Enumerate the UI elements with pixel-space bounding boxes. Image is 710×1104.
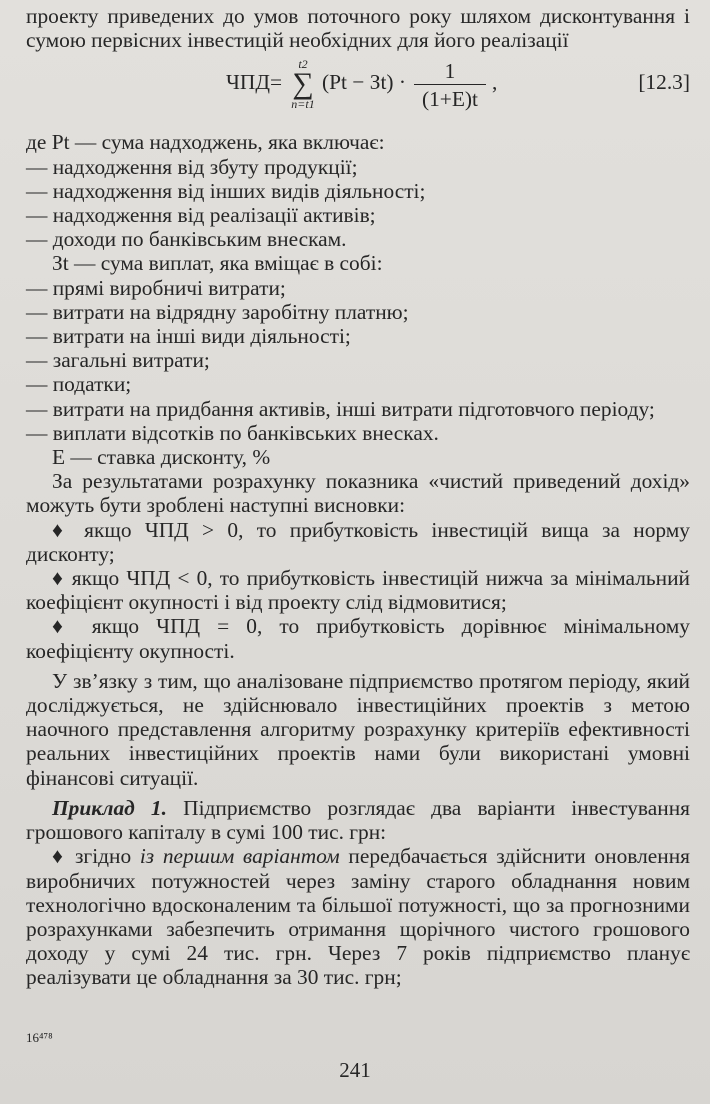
conclusion-item: ♦ якщо ЧПД = 0, то прибутковість дорівнює мінімальному коефіцієнту окупності. [26, 614, 690, 663]
page-text [26, 4, 690, 990]
list-item: — надходження від реалізації активів; [26, 203, 376, 228]
equation-number: [12.3] [638, 70, 690, 95]
example-paragraph [26, 796, 690, 844]
printer-signature: 16⁴⁷⁸ [26, 1030, 53, 1045]
paragraph-conclusions: За результатами розрахунку показника «чистий приведений дохід» можуть бути зроблені наступні висновки: [26, 469, 690, 518]
formula-comma: , [492, 70, 498, 95]
paragraph-context: У зв’язку з тим, що аналізоване підприємство протягом періоду, який досліджується, не здійснювало інвестиційних проектів з метою наочного представлення алгоритму розрахунку критеріїв ефективності реальних інвестиційних проектів нами були використані умовні фінансові ситуації. [26, 668, 690, 790]
paragraph-intro: проекту приведених до умов поточного року шляхом дисконтування і сумою первісних інвестицій необхідних для його реалізації [26, 4, 690, 53]
fraction-numerator: 1 [414, 58, 486, 85]
list-item: — надходження від збуту продукції; [26, 154, 358, 179]
formula-lhs: ЧПД= [226, 70, 283, 95]
list-item: — прямі виробничі витрати; [26, 275, 286, 300]
conclusion-item: ♦ якщо ЧПД > 0, то прибутковість інвестицій вища за норму дисконту; [26, 517, 690, 566]
variant-emphasis: із першим варіантом [139, 844, 340, 869]
fraction-denominator: (1+E)t [421, 87, 478, 112]
list-item: — виплати відсотків по банківських внесках. [26, 420, 439, 445]
example-label: Приклад 1. [52, 795, 167, 820]
example-text: Підприємство розглядає два варіанти інвестування грошового капіталу в сумі 100 тис. грн: [26, 795, 690, 845]
variant-pre: ♦ згідно [52, 844, 140, 869]
example-variant-one [26, 844, 690, 989]
formula-fraction [414, 58, 486, 113]
list-item: — витрати на відрядну заробітну платню; [26, 299, 409, 324]
sum-upper-limit: t2 [298, 57, 308, 72]
definition-e: E — ставка дисконту, % [52, 445, 271, 470]
list-item: — доходи по банківським внескам. [26, 227, 347, 252]
sum-lower-limit: n=t1 [291, 97, 315, 112]
list-item: — податки; [26, 372, 132, 397]
variant-post: передбачається здійснити оновлення виробничих потужностей через заміну старого обладнання новим технологічно вдосконаленим та більшої потужності, що за прогнозними розрахунками забезпечить отримання щорічного чистого грошового доходу у сумі 24 тис. грн. Через 7 років підприємство планує реалізувати це обладнання за 30 тис. грн; [26, 844, 690, 990]
definition-z: Зt — сума виплат, яка вміщає в собі: [52, 251, 383, 276]
formula-npv [26, 54, 690, 124]
sum-sign: ∑ [292, 67, 314, 101]
list-item: — надходження від інших видів діяльності; [26, 178, 426, 203]
list-item: — загальні витрати; [26, 348, 210, 373]
formula-body: (Pt − Зt) · [322, 70, 406, 95]
list-item: — витрати на придбання активів, інші витрати підготовчого періоду; [26, 396, 655, 421]
list-item: — витрати на інші види діяльності; [26, 324, 351, 349]
conclusion-item: ♦ якщо ЧПД < 0, то прибутковість інвестицій нижча за мінімальний коефіцієнт окупності і від проекту слід відмовитися; [26, 566, 690, 615]
formula-sum [288, 58, 318, 110]
definition-p: де Pt — сума надходжень, яка включає: [26, 130, 385, 155]
page-number: 241 [339, 1058, 371, 1082]
